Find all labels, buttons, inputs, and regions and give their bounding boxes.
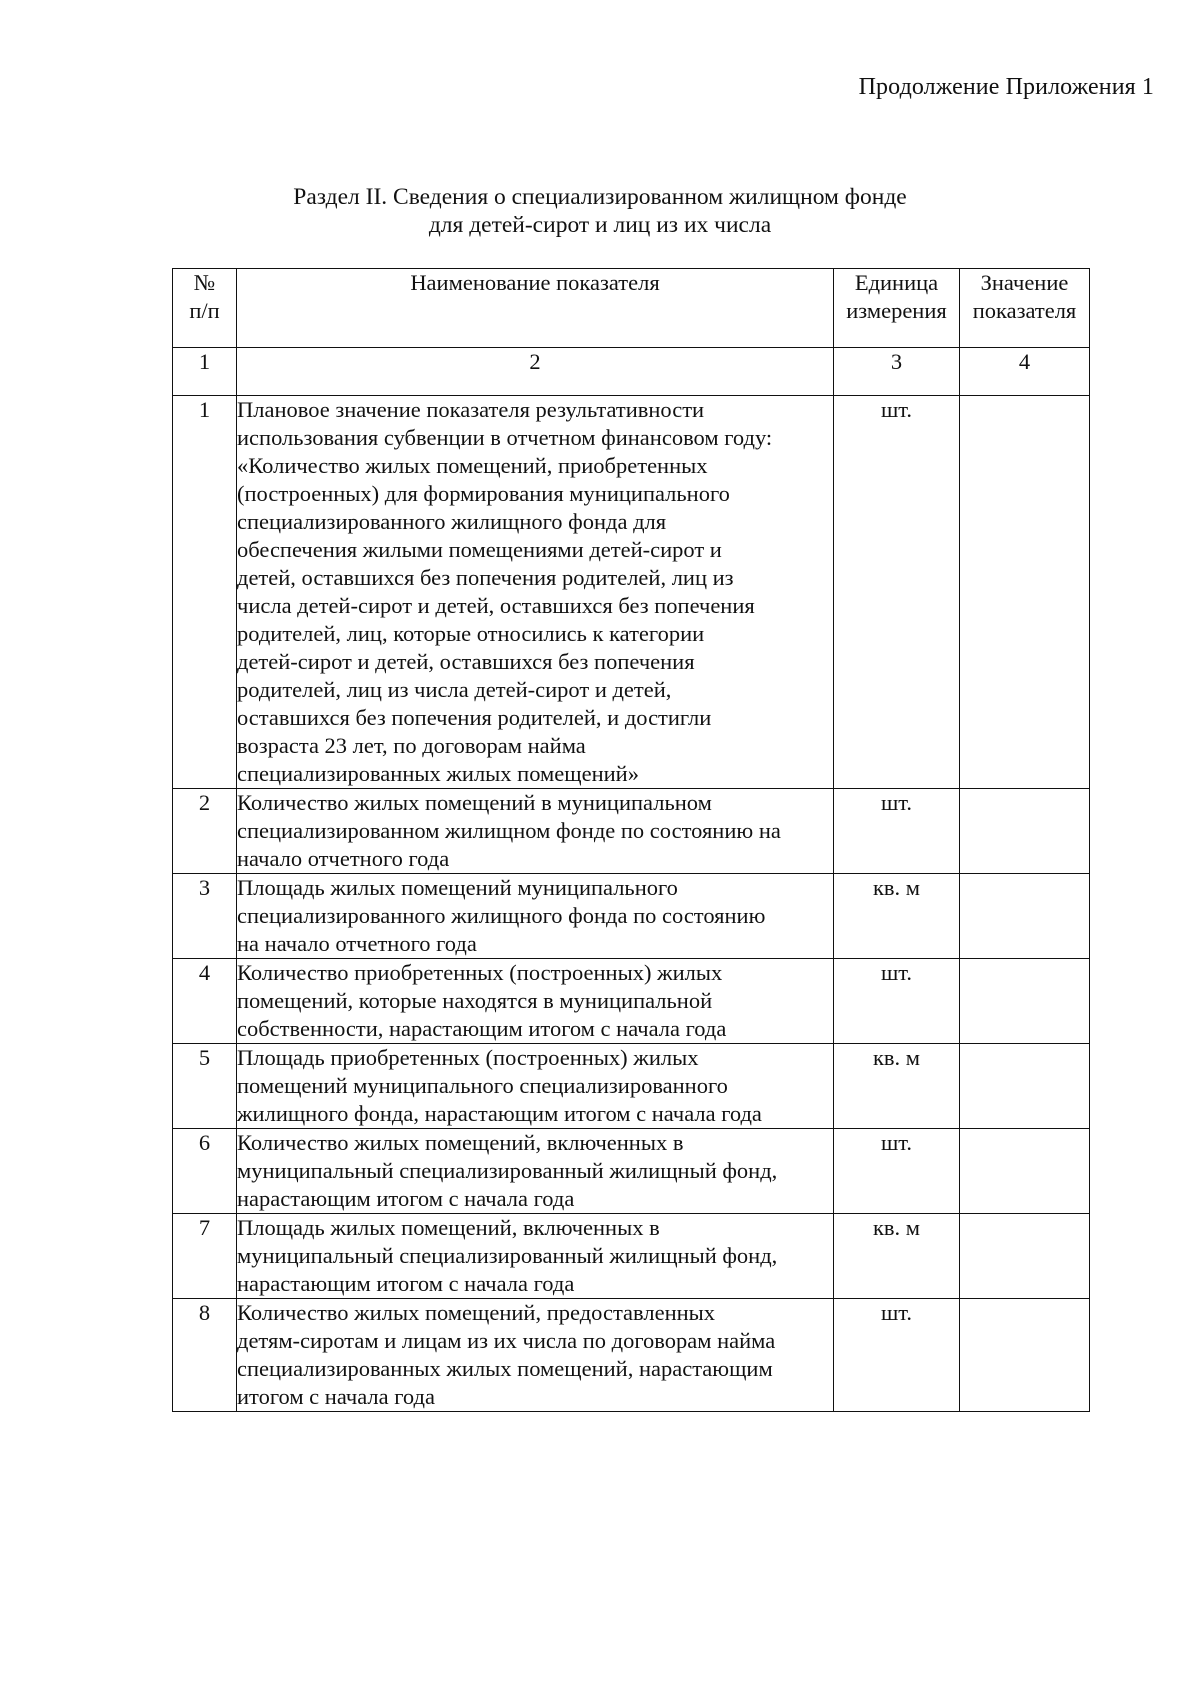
indicator-name-line: Количество жилых помещений, предоставленных	[237, 1300, 716, 1325]
section-title-line-2: для детей-сирот и лиц из их числа	[428, 212, 772, 238]
section-title	[160, 183, 1040, 239]
row-number: 1	[173, 396, 237, 789]
table-row	[173, 959, 1090, 1044]
indicator-name-line: оставшихся без попечения родителей, и достигли	[237, 705, 712, 730]
row-number: 4	[173, 959, 237, 1044]
header-indicator-name: Наименование показателя	[237, 269, 834, 348]
unit-of-measure: кв. м	[834, 1214, 960, 1299]
header-unit-line-1: Единица	[854, 270, 939, 295]
unit-of-measure: шт.	[834, 1299, 960, 1412]
indicator-name-line: специализированного жилищного фонда по состоянию	[237, 903, 766, 928]
indicator-name-line: начало отчетного года	[237, 846, 450, 871]
indicator-name-line: родителей, лиц из числа детей-сирот и детей,	[237, 677, 672, 702]
indicator-name-line: специализированного жилищного фонда для	[237, 509, 667, 534]
column-number: 4	[960, 348, 1090, 396]
unit-of-measure: кв. м	[834, 874, 960, 959]
table-row	[173, 1214, 1090, 1299]
table-header-row	[173, 269, 1090, 348]
indicator-value-cell[interactable]	[960, 959, 1090, 1044]
indicators-table	[172, 268, 1090, 1412]
indicator-name-line: помещений муниципального специализированного	[237, 1073, 728, 1098]
section-title-line-1: Раздел II. Сведения о специализированном жилищном фонде	[293, 184, 907, 210]
indicator-value-cell[interactable]	[960, 1299, 1090, 1412]
row-number: 8	[173, 1299, 237, 1412]
table-row	[173, 1299, 1090, 1412]
unit-of-measure: шт.	[834, 1129, 960, 1214]
indicator-name-line: на начало отчетного года	[237, 931, 477, 956]
header-number-line-2: п/п	[189, 298, 220, 323]
indicator-name	[237, 1214, 834, 1299]
indicator-name	[237, 959, 834, 1044]
indicator-name-line: обеспечения жилыми помещениями детей-сирот и	[237, 537, 722, 562]
indicator-name-line: Количество жилых помещений в муниципальном	[237, 790, 712, 815]
header-value-line-2: показателя	[972, 298, 1077, 323]
row-number: 5	[173, 1044, 237, 1129]
column-number-row	[173, 348, 1090, 396]
unit-of-measure: кв. м	[834, 1044, 960, 1129]
indicator-name-line: итогом с начала года	[237, 1384, 435, 1409]
indicator-name-line: муниципальный специализированный жилищный фонд,	[237, 1158, 778, 1183]
indicator-value-cell[interactable]	[960, 396, 1090, 789]
header-unit-line-2: измерения	[846, 298, 947, 323]
indicator-value-cell[interactable]	[960, 1214, 1090, 1299]
header-value-line-1: Значение	[980, 270, 1069, 295]
header-unit	[834, 269, 960, 348]
indicator-name-line: детям-сиротам и лицам из их числа по договорам найма	[237, 1328, 776, 1353]
indicator-name-line: специализированных жилых помещений»	[237, 761, 639, 786]
indicator-name	[237, 396, 834, 789]
row-number: 3	[173, 874, 237, 959]
header-number	[173, 269, 237, 348]
indicator-name-line: специализированном жилищном фонде по состоянию на	[237, 818, 781, 843]
row-number: 6	[173, 1129, 237, 1214]
indicator-name-line: Площадь приобретенных (построенных) жилых	[237, 1045, 699, 1070]
column-number: 3	[834, 348, 960, 396]
indicator-name-line: использования субвенции в отчетном финансовом году:	[237, 425, 773, 450]
indicator-name-line: нарастающим итогом с начала года	[237, 1186, 575, 1211]
indicator-name-line: числа детей-сирот и детей, оставшихся без попечения	[237, 593, 755, 618]
indicator-name-line: нарастающим итогом с начала года	[237, 1271, 575, 1296]
indicator-name-line: возраста 23 лет, по договорам найма	[237, 733, 586, 758]
indicator-name	[237, 1299, 834, 1412]
indicator-name-line: Плановое значение показателя результативности	[237, 397, 705, 422]
table-row	[173, 874, 1090, 959]
appendix-continuation-note: Продолжение Приложения 1	[858, 74, 1154, 100]
indicator-name-line: Площадь жилых помещений, включенных в	[237, 1215, 660, 1240]
indicator-name-line: Количество жилых помещений, включенных в	[237, 1130, 684, 1155]
indicator-name-line: родителей, лиц, которые относились к категории	[237, 621, 705, 646]
indicator-name	[237, 1129, 834, 1214]
table-row	[173, 1129, 1090, 1214]
indicator-name	[237, 874, 834, 959]
unit-of-measure: шт.	[834, 959, 960, 1044]
column-number: 1	[173, 348, 237, 396]
indicator-name	[237, 789, 834, 874]
header-value	[960, 269, 1090, 348]
unit-of-measure: шт.	[834, 789, 960, 874]
indicator-value-cell[interactable]	[960, 874, 1090, 959]
unit-of-measure: шт.	[834, 396, 960, 789]
indicator-name-line: жилищного фонда, нарастающим итогом с начала года	[237, 1101, 762, 1126]
column-number: 2	[237, 348, 834, 396]
header-number-line-1: №	[193, 270, 216, 295]
indicator-name	[237, 1044, 834, 1129]
indicator-name-line: «Количество жилых помещений, приобретенных	[237, 453, 708, 478]
table-row	[173, 789, 1090, 874]
indicator-name-line: собственности, нарастающим итогом с начала года	[237, 1016, 727, 1041]
row-number: 7	[173, 1214, 237, 1299]
indicator-name-line: детей, оставшихся без попечения родителей, лиц из	[237, 565, 734, 590]
indicator-value-cell[interactable]	[960, 1129, 1090, 1214]
row-number: 2	[173, 789, 237, 874]
indicator-name-line: детей-сирот и детей, оставшихся без попечения	[237, 649, 695, 674]
indicator-value-cell[interactable]	[960, 1044, 1090, 1129]
indicator-name-line: Количество приобретенных (построенных) жилых	[237, 960, 723, 985]
indicator-name-line: Площадь жилых помещений муниципального	[237, 875, 678, 900]
indicator-name-line: помещений, которые находятся в муниципальной	[237, 988, 713, 1013]
indicator-name-line: муниципальный специализированный жилищный фонд,	[237, 1243, 778, 1268]
indicator-value-cell[interactable]	[960, 789, 1090, 874]
table-row	[173, 1044, 1090, 1129]
table-row	[173, 396, 1090, 789]
indicator-name-line: (построенных) для формирования муниципального	[237, 481, 730, 506]
indicator-name-line: специализированных жилых помещений, нарастающим	[237, 1356, 773, 1381]
